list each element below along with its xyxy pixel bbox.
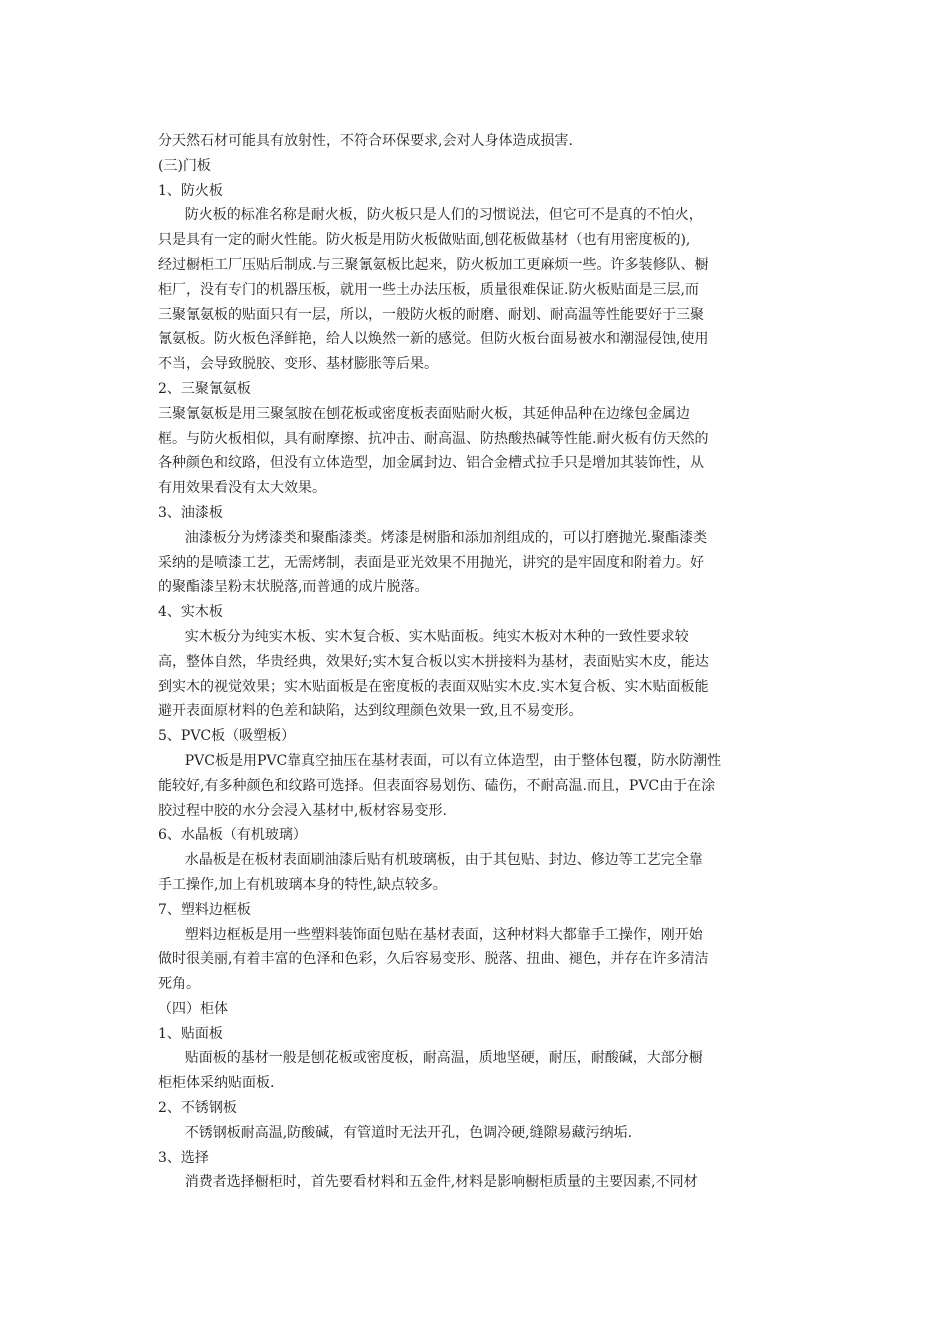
paragraph-line: 氰氨板。防火板色泽鲜艳，给人以焕然一新的感觉。但防火板台面易被水和潮湿侵蚀,使用 xyxy=(158,331,709,348)
paragraph-line: 各种颜色和纹路，但没有立体造型，加金属封边、铝合金槽式拉手只是增加其装饰性，从 xyxy=(158,455,704,472)
section-heading: 1、贴面板 xyxy=(158,1025,223,1042)
paragraph xyxy=(158,848,728,898)
paragraph-line: 不当，会导致脱胶、变形、基材膨胀等后果。 xyxy=(158,356,438,373)
paragraph xyxy=(158,1121,728,1146)
paragraph-line: 有用效果看没有太大效果。 xyxy=(158,480,326,497)
paragraph-line: 的聚酯漆呈粉末状脱落,而普通的成片脱落。 xyxy=(158,579,429,596)
section-heading: 2、不锈钢板 xyxy=(158,1100,237,1117)
paragraph xyxy=(158,203,728,377)
paragraph-line: 贴面板的基材一般是刨花板或密度板，耐高温，质地坚硬，耐压，耐酸碱，大部分橱 xyxy=(158,1050,703,1067)
paragraph-line: 油漆板分为烤漆类和聚酯漆类。烤漆是树脂和添加剂组成的，可以打磨抛光.聚酯漆类 xyxy=(158,529,708,546)
paragraph-line: 消费者选择橱柜时，首先要看材料和五金件,材料是影响橱柜质量的主要因素,不同材 xyxy=(158,1174,698,1191)
section-heading: 5、PVC板（吸塑板） xyxy=(158,728,296,745)
paragraph-line: 柜柜体采纳贴面板. xyxy=(158,1075,275,1092)
paragraph-line: 框。与防火板相似，具有耐摩擦、抗冲击、耐高温、防热酸热碱等性能.耐火板有仿天然的 xyxy=(158,430,709,447)
paragraph-line: 避开表面原材料的色差和缺陷，达到纹理颜色效果一致,且不易变形。 xyxy=(158,703,583,720)
paragraph-line: 不锈钢板耐高温,防酸碱，有管道时无法开孔，色调冷硬,缝隙易藏污纳垢. xyxy=(158,1124,633,1141)
section-heading: 6、水晶板（有机玻璃） xyxy=(158,827,307,844)
paragraph-line: 水晶板是在板材表面刷油漆后贴有机玻璃板，由于其包贴、封边、修边等工艺完全靠 xyxy=(158,852,703,869)
paragraph-line: 只是具有一定的耐火性能。防火板是用防火板做贴面,刨花板做基材（也有用密度板的), xyxy=(158,232,691,249)
paragraph-line: PVC板是用PVC靠真空抽压在基材表面，可以有立体造型，由于整体包覆，防水防潮性 xyxy=(158,752,722,769)
paragraph-line: 经过橱柜工厂压贴后制成.与三聚氰氨板比起来，防火板加工更麻烦一些。许多装修队、橱 xyxy=(158,256,709,273)
document-body xyxy=(158,129,728,1195)
section-heading: 3、选择 xyxy=(158,1149,209,1166)
section-heading: 1、防火板 xyxy=(158,182,223,199)
paragraph-line: 采纳的是喷漆工艺，无需烤制，表面是亚光效果不用抛光，讲究的是牢固度和附着力。好 xyxy=(158,554,704,571)
paragraph-line: 分天然石材可能具有放射性，不符合环保要求,会对人身体造成损害. xyxy=(158,133,573,149)
paragraph-line: 高，整体自然，华贵经典，效果好;实木复合板以实木拼接料为基材，表面贴实木皮，能达 xyxy=(158,653,709,670)
section-heading: 3、油漆板 xyxy=(158,504,223,521)
paragraph-line: 能较好,有多种颜色和纹路可选择。但表面容易划伤、磕伤，不耐高温.而且，PVC由于在涂 xyxy=(158,777,716,794)
paragraph xyxy=(158,1046,728,1096)
paragraph-line: 塑料边框板是用一些塑料装饰面包贴在基材表面，这种材料大都靠手工操作，刚开始 xyxy=(158,926,703,943)
paragraph-line: 手工操作,加上有机玻璃本身的特性,缺点较多。 xyxy=(158,876,447,893)
section-heading: 4、实木板 xyxy=(158,604,223,621)
paragraph xyxy=(158,402,728,501)
paragraph-line: 到实木的视觉效果；实木贴面板是在密度板的表面双贴实木皮.实木复合板、实木贴面板能 xyxy=(158,678,709,695)
paragraph xyxy=(158,923,728,997)
paragraph-line: 实木板分为纯实木板、实木复合板、实木贴面板。纯实木板对木种的一致性要求较 xyxy=(158,628,689,645)
section-heading: 7、塑料边框板 xyxy=(158,901,251,918)
paragraph xyxy=(158,749,728,823)
section-heading: （四）柜体 xyxy=(158,1000,228,1017)
paragraph-line: 三聚氰氨板的贴面只有一层，所以，一般防火板的耐磨、耐划、耐高温等性能要好于三聚 xyxy=(158,306,704,323)
paragraph-line: 三聚氰氨板是用三聚氢胺在刨花板或密度板表面贴耐火板，其延伸品种在边缘包金属边 xyxy=(158,405,690,422)
paragraph xyxy=(158,1170,728,1195)
paragraph-line: 胶过程中胶的水分会浸入基材中,板材容易变形. xyxy=(158,802,447,819)
paragraph xyxy=(158,129,728,154)
paragraph-line: 柜厂，没有专门的机器压板，就用一些土办法压板，质量很难保证.防火板贴面是三层,而 xyxy=(158,281,699,298)
paragraph xyxy=(158,625,728,724)
paragraph-line: 防火板的标准名称是耐火板，防火板只是人们的习惯说法，但它可不是真的不怕火， xyxy=(158,207,703,224)
paragraph-line: 做时很美丽,有着丰富的色泽和色彩，久后容易变形、脱落、扭曲、褪色，并存在许多清洁 xyxy=(158,951,709,968)
paragraph-line: 死角。 xyxy=(158,976,200,993)
section-heading: 2、三聚氰氨板 xyxy=(158,380,251,397)
section-heading: (三)门板 xyxy=(158,157,211,174)
paragraph xyxy=(158,526,728,600)
